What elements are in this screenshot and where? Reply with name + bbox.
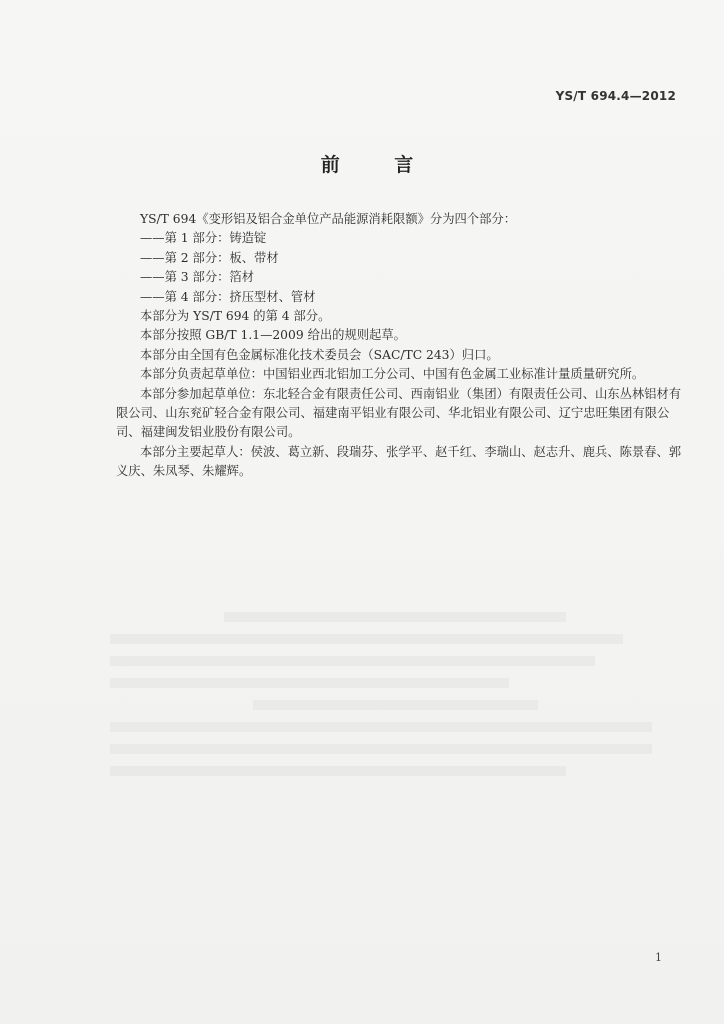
paragraph-lead-drafter: 本部分负责起草单位：中国铝业西北铝加工分公司、中国有色金属工业标准计量质量研究所。 bbox=[140, 367, 645, 382]
paragraph-intro: YS/T 694《变形铝及铝合金单位产品能源消耗限额》分为四个部分： bbox=[140, 212, 516, 226]
list-item-part3: ——第 3 部分：箔材 bbox=[140, 270, 255, 285]
list-item-part2: ——第 2 部分：板、带材 bbox=[140, 250, 279, 265]
paragraph-main-drafters: 本部分主要起草人：侯波、葛立新、段瑞芬、张学平、赵千红、李瑞山、赵志升、鹿兵、陈景春、郭义庆、朱凤琴、朱耀辉。 bbox=[116, 444, 682, 479]
paragraph-committee: 本部分由全国有色金属标准化技术委员会（SAC/TC 243）归口。 bbox=[140, 347, 499, 362]
paragraph-part-note: 本部分为 YS/T 694 的第 4 部分。 bbox=[140, 309, 331, 324]
paragraph-drafting-rules: 本部分按照 GB/T 1.1—2009 给出的规则起草。 bbox=[140, 328, 406, 343]
paragraph-participating-drafters: 本部分参加起草单位：东北轻合金有限责任公司、西南铝业（集团）有限责任公司、山东丛林铝材有限公司、山东兖矿轻合金有限公司、福建南平铝业有限公司、华北铝业有限公司、辽宁忠旺集团有限公司、福建闽发铝业股份有限公司。 bbox=[116, 386, 682, 440]
page-title: 前 言 bbox=[320, 154, 438, 176]
list-item-part4: ——第 4 部分：挤压型材、管材 bbox=[140, 289, 316, 304]
list-item-part1: ——第 1 部分：铸造锭 bbox=[140, 231, 267, 246]
foreword-body bbox=[116, 210, 682, 482]
standard-number: YS/T 694.4—2012 bbox=[555, 89, 676, 103]
bleed-through-shadow bbox=[110, 600, 680, 900]
page-number: 1 bbox=[655, 951, 662, 964]
